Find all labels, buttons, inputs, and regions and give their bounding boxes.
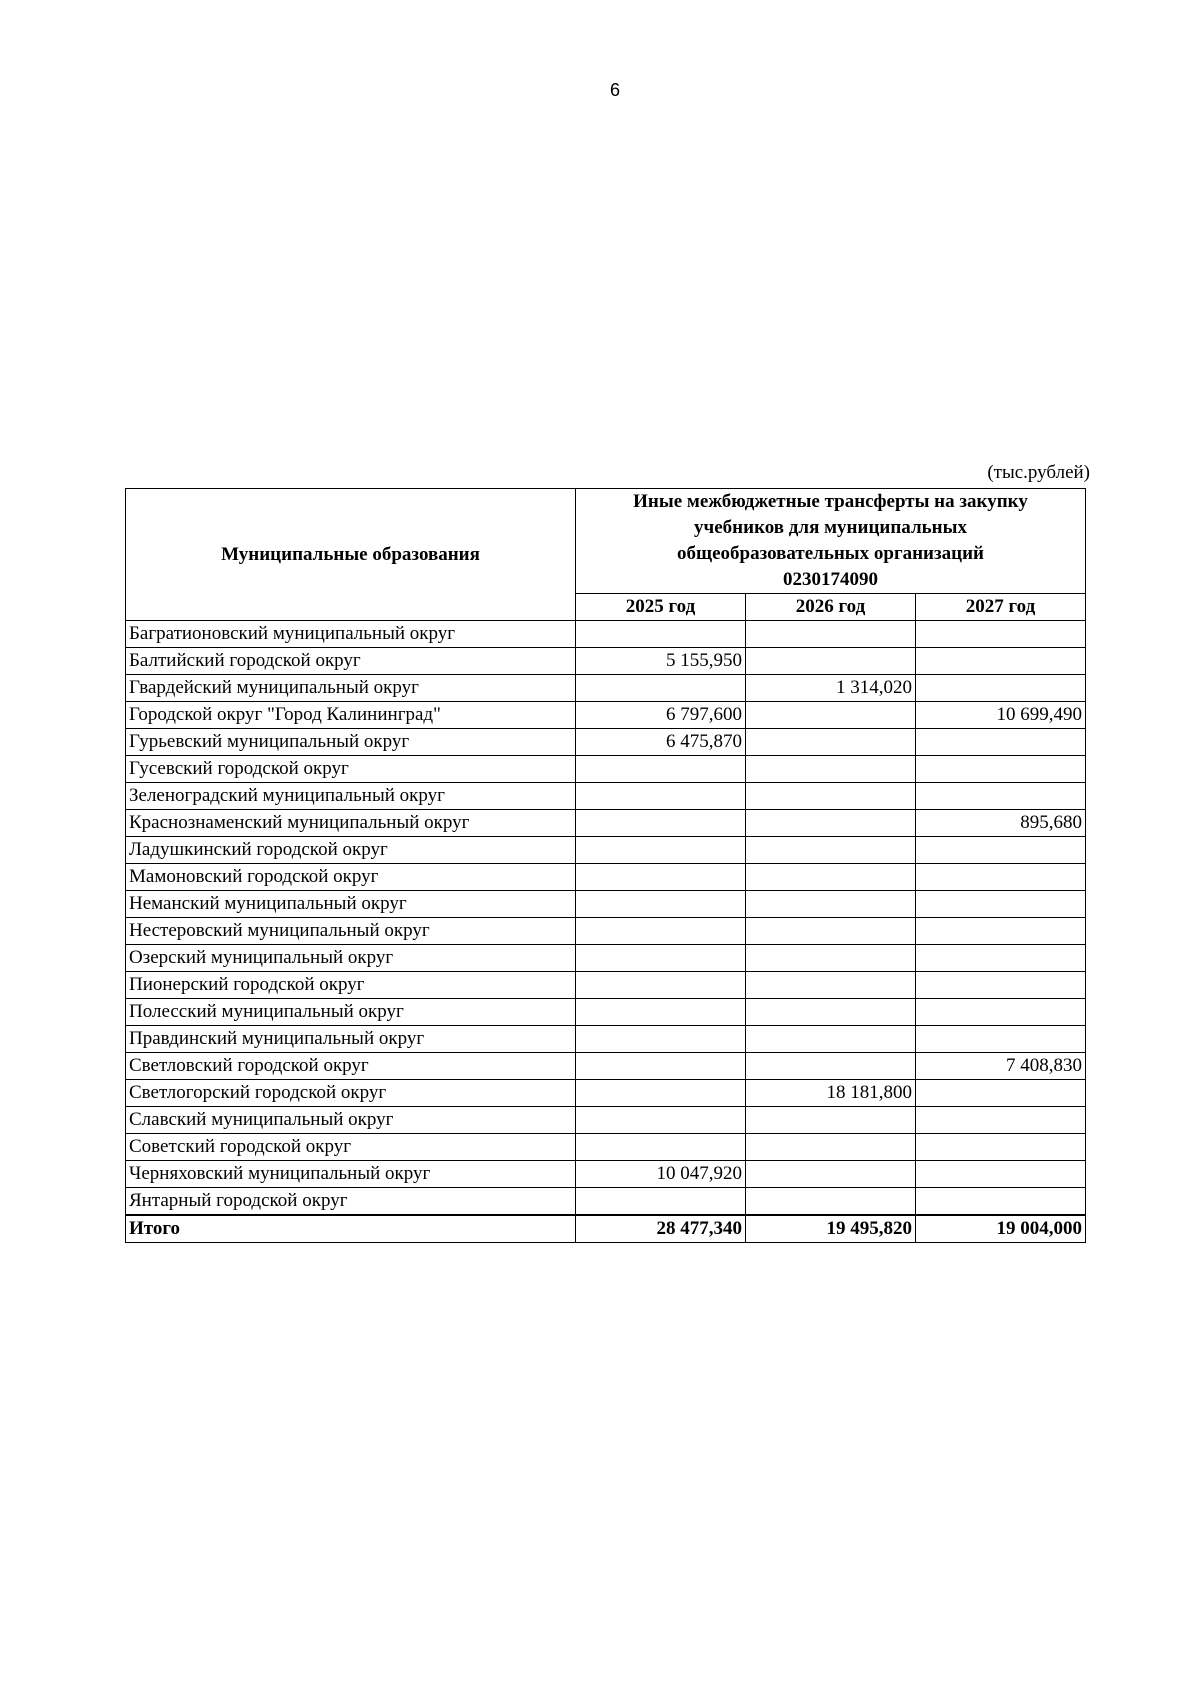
row-value-2026	[746, 783, 916, 810]
row-value-2026	[746, 729, 916, 756]
row-value-2027	[916, 1161, 1086, 1188]
table-row	[126, 810, 1086, 837]
row-value-2026: 18 181,800	[746, 1080, 916, 1107]
row-value-2027	[916, 621, 1086, 648]
row-value-2027	[916, 1026, 1086, 1053]
row-value-2027	[916, 864, 1086, 891]
total-2026: 19 495,820	[746, 1215, 916, 1243]
header-transfer-title	[576, 489, 1086, 594]
page-number: 6	[609, 80, 620, 100]
row-value-2027: 895,680	[916, 810, 1086, 837]
row-value-2026	[746, 945, 916, 972]
table-row	[126, 1134, 1086, 1161]
row-value-2025	[576, 1053, 746, 1080]
row-name: Светловский городской округ	[126, 1053, 576, 1080]
row-name: Полесский муниципальный округ	[126, 999, 576, 1026]
row-name: Озерский муниципальный округ	[126, 945, 576, 972]
row-value-2025	[576, 675, 746, 702]
row-value-2027	[916, 999, 1086, 1026]
row-name: Ладушкинский городской округ	[126, 837, 576, 864]
row-value-2026	[746, 891, 916, 918]
row-value-2026	[746, 621, 916, 648]
row-value-2025	[576, 918, 746, 945]
row-value-2025	[576, 1107, 746, 1134]
total-label: Итого	[126, 1215, 576, 1243]
row-value-2026	[746, 864, 916, 891]
row-value-2027	[916, 648, 1086, 675]
row-value-2025	[576, 837, 746, 864]
row-name: Неманский муниципальный округ	[126, 891, 576, 918]
row-value-2025	[576, 1188, 746, 1216]
table-row	[126, 918, 1086, 945]
row-value-2025: 6 797,600	[576, 702, 746, 729]
row-name: Балтийский городской округ	[126, 648, 576, 675]
row-name: Янтарный городской округ	[126, 1188, 576, 1216]
row-value-2025	[576, 810, 746, 837]
table-row	[126, 864, 1086, 891]
row-value-2026	[746, 1053, 916, 1080]
header-year-2026: 2026 год	[746, 594, 916, 621]
table-row	[126, 756, 1086, 783]
table-row	[126, 1107, 1086, 1134]
row-value-2026	[746, 1026, 916, 1053]
row-value-2026	[746, 648, 916, 675]
row-value-2025: 10 047,920	[576, 1161, 746, 1188]
row-name: Светлогорский городской округ	[126, 1080, 576, 1107]
row-name: Зеленоградский муниципальный округ	[126, 783, 576, 810]
row-value-2026	[746, 972, 916, 999]
row-value-2025	[576, 972, 746, 999]
row-value-2027	[916, 945, 1086, 972]
row-value-2025	[576, 756, 746, 783]
table-row	[126, 972, 1086, 999]
table-row	[126, 1053, 1086, 1080]
table-row	[126, 1161, 1086, 1188]
units-label: (тыс.рублей)	[987, 462, 1090, 483]
row-name: Славский муниципальный округ	[126, 1107, 576, 1134]
header-title-line: Иные межбюджетные трансферты на закупку	[633, 491, 1028, 512]
row-value-2025	[576, 945, 746, 972]
total-2025: 28 477,340	[576, 1215, 746, 1243]
header-title-line: общеобразовательных организаций	[677, 543, 984, 564]
total-row	[126, 1215, 1086, 1243]
row-name: Гусевский городской округ	[126, 756, 576, 783]
table-row	[126, 1080, 1086, 1107]
row-value-2025	[576, 1134, 746, 1161]
header-title-line: учебников для муниципальных	[694, 517, 967, 538]
row-value-2027	[916, 972, 1086, 999]
row-value-2026	[746, 999, 916, 1026]
header-year-2027: 2027 год	[916, 594, 1086, 621]
table-row	[126, 783, 1086, 810]
row-value-2026	[746, 1188, 916, 1216]
header-municipalities: Муниципальные образования	[126, 489, 576, 621]
row-value-2025	[576, 1026, 746, 1053]
row-value-2026	[746, 1134, 916, 1161]
row-value-2026	[746, 918, 916, 945]
row-name: Нестеровский муниципальный округ	[126, 918, 576, 945]
row-value-2027	[916, 1134, 1086, 1161]
row-name: Советский городской округ	[126, 1134, 576, 1161]
table-row	[126, 648, 1086, 675]
row-value-2025	[576, 783, 746, 810]
row-value-2027	[916, 837, 1086, 864]
row-value-2027	[916, 918, 1086, 945]
row-value-2026	[746, 837, 916, 864]
row-name: Гурьевский муниципальный округ	[126, 729, 576, 756]
row-name: Правдинский муниципальный округ	[126, 1026, 576, 1053]
row-value-2025: 6 475,870	[576, 729, 746, 756]
row-name: Краснознаменский муниципальный округ	[126, 810, 576, 837]
table-row	[126, 729, 1086, 756]
row-value-2027	[916, 783, 1086, 810]
row-value-2026	[746, 702, 916, 729]
table-body	[126, 621, 1086, 1216]
header-title-code: 0230174090	[783, 569, 878, 590]
table-row	[126, 1026, 1086, 1053]
row-value-2025	[576, 1080, 746, 1107]
table-row	[126, 891, 1086, 918]
row-value-2026	[746, 1161, 916, 1188]
row-value-2026: 1 314,020	[746, 675, 916, 702]
row-name: Пионерский городской округ	[126, 972, 576, 999]
row-value-2025	[576, 621, 746, 648]
row-value-2027	[916, 729, 1086, 756]
table-row	[126, 675, 1086, 702]
row-value-2026	[746, 810, 916, 837]
table-row	[126, 999, 1086, 1026]
row-value-2026	[746, 1107, 916, 1134]
row-value-2027	[916, 675, 1086, 702]
row-value-2026	[746, 756, 916, 783]
transfers-table	[125, 488, 1086, 1243]
row-value-2027	[916, 891, 1086, 918]
row-name: Черняховский муниципальный округ	[126, 1161, 576, 1188]
total-2027: 19 004,000	[916, 1215, 1086, 1243]
row-value-2027	[916, 756, 1086, 783]
row-value-2027	[916, 1107, 1086, 1134]
row-name: Городской округ "Город Калининград"	[126, 702, 576, 729]
row-value-2025	[576, 999, 746, 1026]
row-value-2025	[576, 891, 746, 918]
row-name: Гвардейский муниципальный округ	[126, 675, 576, 702]
table-row	[126, 837, 1086, 864]
row-value-2027: 7 408,830	[916, 1053, 1086, 1080]
header-year-2025: 2025 год	[576, 594, 746, 621]
table-row	[126, 945, 1086, 972]
row-name: Мамоновский городской округ	[126, 864, 576, 891]
row-value-2027	[916, 1188, 1086, 1216]
table-row	[126, 1188, 1086, 1216]
table-row	[126, 702, 1086, 729]
row-value-2027: 10 699,490	[916, 702, 1086, 729]
row-value-2025	[576, 864, 746, 891]
table-row	[126, 621, 1086, 648]
row-name: Багратионовский муниципальный округ	[126, 621, 576, 648]
row-value-2025: 5 155,950	[576, 648, 746, 675]
row-value-2027	[916, 1080, 1086, 1107]
